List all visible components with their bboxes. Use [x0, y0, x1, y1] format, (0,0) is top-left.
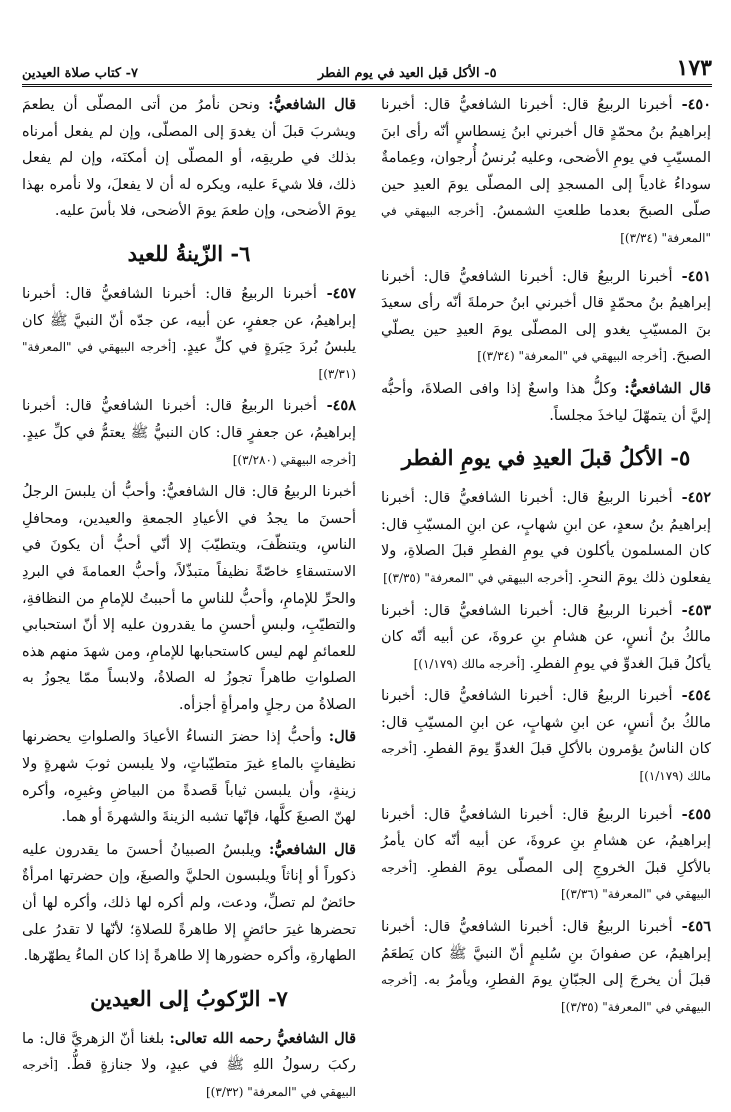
- hadith-number: ٤٥٣: [687, 601, 711, 619]
- hadith-text: أخبرنا مالكُ بنُ أنسٍ، عن هشامِ بنِ عروةَ، عن أبيه أنّه كان يأكلُ قبلَ الغدوِّ في يومِ الفطرِ.: [381, 602, 711, 672]
- hadith-reference: [أخرجه البيهقي في "المعرفة" (٣/٣٤)]: [381, 204, 711, 245]
- hadith-450: ٤٥٠- أخبرنا الربيعُ قال: أخبرنا الشافعيُّ قال: أخبرنا إبراهيمُ بنُ محمّدٍ قال أخبرني ابنُ نِسطاسٍ أنّه رأى ابنَ المسيّبِ في يومِ الأضحى، وعليه بُرنسُ أُرجوان، وعِمامةٌ سوداءُ غادياً إلى المسجدِ إلى المصلّى يومَ العيدِ حين صلّى الصبحَ بعدما طلعتِ الشمسُ. [أخرجه البيهقي في "المعرفة" (٣/٣٤)]: [381, 96, 712, 245]
- running-book-title: ٧- كتاب صلاة العيدين: [22, 66, 138, 81]
- speaker: قال الشافعيُّ رحمه الله تعالى:: [169, 1029, 357, 1047]
- hadith-451: ٤٥١- أخبرنا الربيعُ قال: أخبرنا الشافعيُّ قال: أخبرنا إبراهيمُ بنُ محمّدٍ قال أخبرني ابنُ حرملةَ أنّه رأى سعيدَ بنَ المسيّبِ يغدو إلى المصلّى يومَ العيدِ حين يصلّي الصبحَ. [أخرجه البيهقي في "المعرفة" (٣/٣٤)]: [381, 267, 711, 365]
- paragraph-text: بلغنا أنّ الزهريَّ قال: ما ركبَ رسولُ اللهِ ﷺ في عيدٍ، ولا جنازةٍ قطُّ.: [22, 1030, 357, 1074]
- paragraph-text: ونحن نأمرُ من أتى المصلّى أن يطعمَ ويشربَ قبلَ أن يغدوَ إلى المصلّى، وإن لم يفعل أمرناه بذلك في طريقِه، أو المصلّى إن أمكنَه، وإن لم يفعل ذلك، فلا شيءَ عليه، ويكره له أن لا يفعلَ، ولا نأمره بهذا يومَ الأضحى، وإن طعمَ يومَ الأضحى، فلا بأسَ عليه.: [22, 97, 356, 220]
- hadith-number: ٤٥٧: [332, 284, 356, 302]
- hadith-isnad: أخبرنا الربيعُ قال: أخبرنا الشافعيُّ قال:: [65, 398, 317, 415]
- section-5-title: ٥- الأكلُ قبلَ العيدِ في يومِ الفطر: [401, 445, 691, 471]
- hadith-456: ٤٥٦- أخبرنا الربيعُ قال: أخبرنا الشافعيُّ قال: أخبرنا إبراهيمُ، عن صفوانَ بنِ سُليمٍ أنّ النبيَّ ﷺ كان يَطعَمُ قبلَ أن يخرجَ إلى الجبّانِ يومَ الفطرِ، ويأمرُ به. [أخرجه البيهقي في "المعرفة" (٣/٣٥)]: [381, 918, 711, 1014]
- hadith-text: أخبرنا إبراهيمُ بنُ محمّدٍ قال أخبرني ابنُ نِسطاسٍ أنّه رأى ابنَ المسيّبِ في يومِ الأضحى، وعليه بُرنسُ أُرجوان، وعِمامةٌ سوداءُ غادياً إلى المسجدِ إلى المصلّى يومَ العيدِ حين صلّى الصبحَ بعدما طلعتِ الشمسُ.: [381, 97, 712, 220]
- shafii-note: [381, 376, 711, 429]
- hadith-text: أخبرنا إبراهيمُ، عن صفوانَ بنِ سُليمٍ أنّ النبيَّ ﷺ كان يَطعَمُ قبلَ أن يخرجَ إلى الجبّانِ يومَ الفطرِ، ويأمرُ به.: [381, 919, 711, 989]
- hadith-text: أخبرنا إبراهيمُ، عن جعفرٍ، عن أبيه، عن جدّه أنّ النبيَّ ﷺ كان يلبسُ بُردَ حِبَرةٍ في كلِّ عيدٍ.: [22, 285, 356, 356]
- hadith-453: ٤٥٣- أخبرنا الربيعُ قال: أخبرنا الشافعيُّ قال: أخبرنا مالكُ بنُ أنسٍ، عن هشامِ بنِ عروةَ، عن أبيه أنّه كان يأكلُ قبلَ الغدوِّ في يومِ الفطرِ. [أخرجه مالك (١/١٧٩)]: [381, 601, 711, 672]
- page-header: [22, 55, 712, 84]
- hadith-reference: [أخرجه مالك (١/١٧٩)]: [413, 656, 525, 671]
- hadith-reference: [أخرجه البيهقي في "المعرفة" (٣/٣٢)]: [22, 1058, 356, 1099]
- hadith-text: أخبرنا مالكُ بنُ أنسٍ، عن ابنِ شهابٍ، عن ابنِ المسيّبِ قال: كان الناسُ يؤمرون بالأكلِ قبلَ الغدوِّ يومَ الفطرِ.: [381, 688, 711, 758]
- speaker: قال الشافعيُّ:: [268, 840, 356, 858]
- hadith-isnad: أخبرنا الربيعُ قال: أخبرنا الشافعيُّ قال:: [423, 919, 673, 936]
- hadith-number: ٤٥٥: [687, 805, 711, 823]
- hadith-number: ٤٥١: [687, 267, 711, 285]
- hadith-reference: [أخرجه البيهقي في "المعرفة" (٣/٣١)]: [22, 340, 356, 381]
- hadith-457: ٤٥٧- أخبرنا الربيعُ قال: أخبرنا الشافعيُّ قال: أخبرنا إبراهيمُ، عن جعفرٍ، عن أبيه، عن جدّه أنّ النبيَّ ﷺ كان يلبسُ بُردَ حِبَرةٍ في كلِّ عيدٍ. [أخرجه البيهقي في "المعرفة" (٣/٣١)]: [22, 284, 356, 381]
- left-column: [22, 92, 356, 1112]
- hadith-reference: [أخرجه البيهقي في "المعرفة" (٣/٣٥)]: [381, 973, 711, 1014]
- hadith-isnad: أخبرنا الربيعُ قال: أخبرنا الشافعيُّ قال:: [423, 806, 673, 823]
- running-chapter-title: ٥- الأكل قبل العيد في يوم الفطر: [317, 66, 497, 81]
- page-number: ١٧٣: [676, 55, 712, 81]
- hadith-text: أخبرنا إبراهيمُ بنُ سعدٍ، عن ابنِ شهابٍ، عن ابنِ المسيّبِ قال: كان المسلمون يأكلون في يومِ الفطرِ قبلَ الصلاةِ، ولا يفعلون ذلك يومَ النحرِ.: [381, 490, 711, 586]
- hadith-isnad: أخبرنا الربيعُ قال: أخبرنا الشافعيُّ قال:: [423, 490, 673, 507]
- paragraph-women: [22, 724, 356, 830]
- header-rule: [22, 84, 712, 87]
- hadith-isnad: أخبرنا الربيعُ قال: أخبرنا الشافعيُّ قال:: [423, 97, 673, 113]
- hadith-isnad: أخبرنا الربيعُ قال: أخبرنا الشافعيُّ قال:: [423, 688, 673, 705]
- paragraph-text: وأحبُّ إذا حضرَ النساءُ الأعيادَ والصلواتِ يحضرنها نظيفاتٍ بالماءِ غيرَ متطيّباتٍ، ولا يلبسن ثوبَ شهرةٍ ولا زينةٍ، وأن يلبسن ثياباً قَصدةً من البياضِ وغيرِه، وأكره لهنّ الصبغَ كلَّها، فإنّها تشبه الزينةَ والشهرةَ أو هما.: [22, 729, 356, 826]
- hadith-reference: [أخرجه البيهقي في "المعرفة" (٣/٣٦)]: [381, 860, 711, 902]
- speaker: قال الشافعيُّ:: [268, 96, 356, 113]
- speaker: قال:: [328, 728, 357, 746]
- hadith-number: ٤٥٨: [332, 397, 356, 415]
- paragraph-text: ويلبسُ الصبيانُ أحسنَ ما يقدرون عليه ذكوراً أو إناثاً ويلبسون الحليَّ والصبغَ، وإن حضرتها امرأةٌ حائضٌ لم تصلِّ، ودعت، ولم أكره لها ذلك، وأكره لها أن تحضرها غيرَ حائضٍ إلا طاهرةً للصلاةِ؛ لأنّها لا تقدرُ على الطهارةِ، وأكره حضورها إلا طاهرةً إذا كان الماءُ يطهّرها.: [22, 841, 356, 965]
- hadith-isnad: أخبرنا الربيعُ قال: أخبرنا الشافعيُّ قال:: [423, 268, 673, 285]
- hadith-454: ٤٥٤- أخبرنا الربيعُ قال: أخبرنا الشافعيُّ قال: أخبرنا مالكُ بنُ أنسٍ، عن ابنِ شهابٍ، عن ابنِ المسيّبِ قال: كان الناسُ يؤمرون بالأكلِ قبلَ الغدوِّ يومَ الفطرِ. [أخرجه مالك (١/١٧٩)]: [381, 687, 711, 784]
- paragraph-adornment: أخبرنا الربيعُ قال: قال الشافعيُّ: وأحبُّ أن يلبسَ الرجلُ أحسنَ ما يجدُ في الأعيادِ الجمعةِ والعيدين، ومحافلِ الناسِ، ويتنظّفَ، ويتطيّبَ إلا أنّي أحبُّ أن يكونَ في الاستسقاءِ خاصّةً نظيفاً متبذّلاً، وأحبُّ العمامةَ في البردِ والحرِّ للإمامِ، وأحبُّ للناسِ ما أحببتُ للإمامِ من النظافةِ، والتطيّبِ، ولبسِ أحسنِ ما يقدرون عليه إلا أنّ استحبابي للعمائمِ لهم ليس كاستحبابها للإمامِ، ومن شهدَ منهم هذه الصلواتِ طاهراً تجوزُ له الصلاةُ، ولابساً ممّا يجوزُ به الصلاةُ من رجلٍ وامرأةٍ أجزأه.: [22, 484, 356, 713]
- hadith-number: ٤٥٤: [687, 687, 711, 705]
- section-7-title: ٧- الرّكوبُ إلى العيدين: [90, 985, 288, 1011]
- note-text: وكلُّ هذا واسعٌ إذا وافى الصلاةَ، وأحبُّه إليَّ أن يتمهّلَ لياخذَ مجلساً.: [381, 380, 711, 424]
- hadith-455: ٤٥٥- أخبرنا الربيعُ قال: أخبرنا الشافعيُّ قال: أخبرنا إبراهيمُ، عن هشامِ بنِ عروةَ، عن أبيه أنّه كان يأمرُ بالأكلِ قبلَ الخروجِ إلى المصلّى يومَ الفطرِ. [أخرجه البيهقي في "المعرفة" (٣/٣٦)]: [381, 805, 711, 902]
- hadith-reference: [أخرجه مالك (١/١٧٩)]: [381, 742, 711, 784]
- hadith-text: أخبرنا إبراهيمُ بنُ محمّدٍ قال أخبرني ابنُ حرملةَ أنّه رأى سعيدَ بنَ المسيّبِ يغدو إلى المصلّى يومَ العيدِ حين يصلّي الصبحَ.: [381, 268, 711, 365]
- hadith-reference: [أخرجه البيهقي (٣/٢٨٠)]: [232, 452, 356, 467]
- hadith-text: أخبرنا إبراهيمُ، عن جعفرٍ قال: كان النبيُّ ﷺ يعتمُّ في كلِّ عيدٍ.: [22, 398, 356, 441]
- paragraph-children: [22, 837, 356, 970]
- hadith-reference: [أخرجه البيهقي في "المعرفة" (٣/٣٥)]: [383, 570, 573, 585]
- hadith-isnad: أخبرنا الربيعُ قال: أخبرنا الشافعيُّ قال:: [423, 602, 673, 619]
- shafii-continuation: [22, 92, 356, 225]
- hadith-number: ٤٥٢: [687, 489, 711, 507]
- hadith-text: أخبرنا إبراهيمُ، عن هشامِ بنِ عروةَ، عن أبيه أنّه كان يأمرُ بالأكلِ قبلَ الخروجِ إلى المصلّى يومَ الفطرِ.: [381, 806, 711, 876]
- speaker: قال الشافعيُّ:: [624, 379, 712, 397]
- right-column: [381, 92, 711, 1026]
- hadith-reference: [أخرجه البيهقي في "المعرفة" (٣/٣٤)]: [477, 349, 668, 364]
- hadith-isnad: أخبرنا الربيعُ قال: أخبرنا الشافعيُّ قال:: [65, 285, 317, 302]
- hadith-452: ٤٥٢- أخبرنا الربيعُ قال: أخبرنا الشافعيُّ قال: أخبرنا إبراهيمُ بنُ سعدٍ، عن ابنِ شهابٍ، عن ابنِ المسيّبِ قال: كان المسلمون يأكلون في يومِ الفطرِ قبلَ الصلاةِ، ولا يفعلون ذلك يومَ النحرِ. [أخرجه البيهقي في "المعرفة" (٣/٣٥)]: [381, 489, 711, 586]
- hadith-number: ٤٥٦: [687, 918, 711, 936]
- hadith-458: ٤٥٨- أخبرنا الربيعُ قال: أخبرنا الشافعيُّ قال: أخبرنا إبراهيمُ، عن جعفرٍ قال: كان النبيُّ ﷺ يعتمُّ في كلِّ عيدٍ. [أخرجه البيهقي (٣/٢٨٠)]: [22, 397, 356, 467]
- hadith-number: ٤٥٠: [687, 96, 711, 113]
- section-6-title: ٦- الزّينةُ للعيد: [127, 240, 251, 266]
- paragraph-riding: [22, 1026, 356, 1106]
